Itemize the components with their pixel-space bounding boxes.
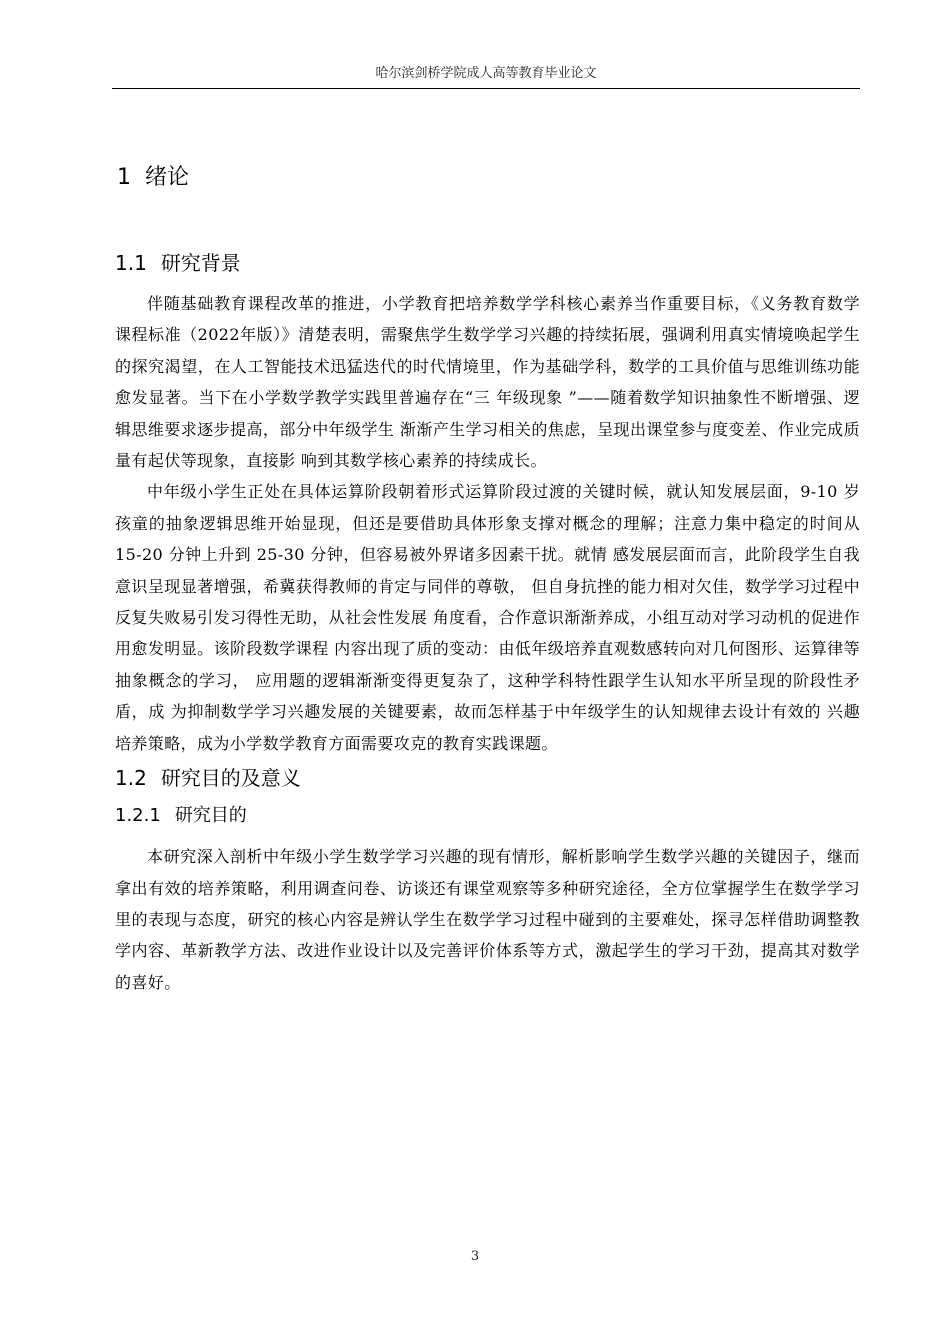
section-title: 研究背景 <box>160 251 241 275</box>
header-title: 哈尔滨剑桥学院成人高等教育毕业论文 <box>375 66 597 81</box>
chapter-number: 1 <box>117 165 131 190</box>
page-number: 3 <box>470 1249 480 1264</box>
section-heading-1-2 <box>115 761 860 795</box>
paragraph-background-1: 伴随基础教育课程改革的推进，小学教育把培养数学学科核心素养当作重要目标，《义务教育数学课程标准（2022年版）》清楚表明，需聚焦学生数学学习兴趣的持续拓展，强调利用真实情境唤起学生的探究渴望，在人工智能技术迅猛迭代的时代情境里，作为基础学科，数学的工具价值与思维训练功能愈发显著。当下在小学数学教学实践里普遍存在“三 年级现象 ”——随着数学知识抽象性不断增强、逻辑思维要求逐步提高，部分中年级学生 渐渐产生学习相关的焦虑，呈现出课堂参与度变差、作业完成质量有起伏等现象，直接影 响到其数学核心素养的持续成长。 <box>115 294 860 471</box>
chapter-heading <box>117 160 860 196</box>
subsection-title: 研究目的 <box>174 805 247 827</box>
section-heading-1-1 <box>115 246 860 280</box>
section-number: 1.1 <box>115 251 147 275</box>
paragraph-purpose: 本研究深入剖析中年级小学生数学学习兴趣的现有情形，解析影响学生数学兴趣的关键因子，继而拿出有效的培养策略，利用调查问卷、访谈还有课堂观察等多种研究途径，全方位掌握学生在数学学习里的表现与态度，研究的核心内容是辨认学生在数学学习过程中碰到的主要难处，探寻怎样借助调整教学内容、革新教学方法、改进作业设计以及完善评价体系等方式，激起学生的学习干劲，提高其对数学的喜好。 <box>115 847 860 992</box>
document-body <box>115 160 860 998</box>
subsection-heading-1-2-1 <box>115 801 860 831</box>
subsection-number: 1.2.1 <box>115 805 161 827</box>
chapter-title: 绪论 <box>145 165 190 190</box>
page-header <box>112 66 860 89</box>
section-title: 研究目的及意义 <box>160 766 301 791</box>
section-number: 1.2 <box>115 766 147 791</box>
paragraph-background-2: 中年级小学生正处在具体运算阶段朝着形式运算阶段过渡的关键时候，就认知发展层面，9-10 岁孩童的抽象逻辑思维开始显现，但还是要借助具体形象支撑对概念的理解；注意力集中稳定的时间从 15-20 分钟上升到 25-30 分钟，但容易被外界诸多因素干扰。就情 感发展层面而言，此阶段学生自我意识呈现显著增强，希冀获得教师的肯定与同伴的尊敬， 但自身抗挫的能力相对欠佳，数学学习过程中反复失败易引发习得性无助，从社会性发展 角度看，合作意识渐渐养成，小组互动对学习动机的促进作用愈发明显。该阶段数学课程 内容出现了质的变动：由低年级培养直观数感转向对几何图形、运算律等抽象概念的学习， 应用题的逻辑渐渐变得更复杂了，这种学科特性跟学生认知水平所呈现的阶段性矛盾，成 为抑制数学学习兴趣发展的关键要素，故而怎样基于中年级学生的认知规律去设计有效的 兴趣培养策略，成为小学数学教育方面需要攻克的教育实践课题。 <box>115 482 860 753</box>
